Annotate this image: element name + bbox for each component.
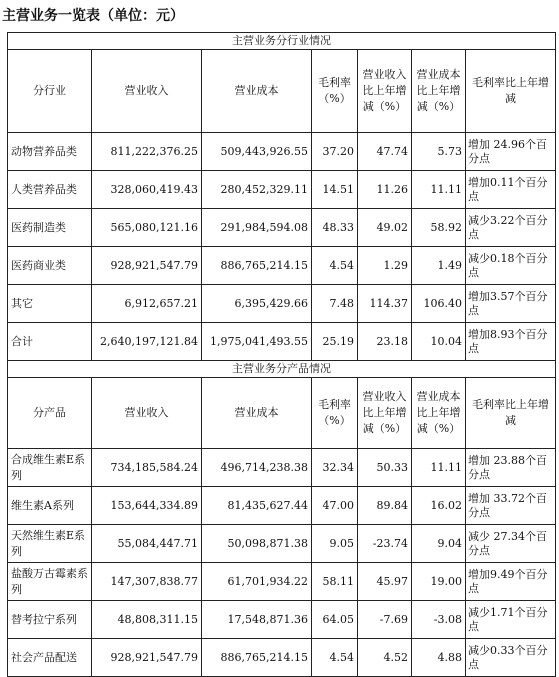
table-cell: 增加3.57个百分点 xyxy=(466,285,556,323)
table-cell: 61,701,934.22 xyxy=(202,563,312,601)
table-cell: 280,452,329.11 xyxy=(202,171,312,209)
table-cell: 10.04 xyxy=(412,323,466,361)
column-header: 营业收入比上年增减（%） xyxy=(358,378,412,449)
table-row xyxy=(8,449,556,487)
row-label: 其它 xyxy=(8,285,92,323)
table-cell: 11.11 xyxy=(412,449,466,487)
table-cell: 1.49 xyxy=(412,247,466,285)
table-cell: 16.02 xyxy=(412,487,466,525)
table-cell: 47.00 xyxy=(312,487,358,525)
table-cell: 89.84 xyxy=(358,487,412,525)
table-cell: 811,222,376.25 xyxy=(92,133,202,171)
table-cell: 5.73 xyxy=(412,133,466,171)
column-header: 营业成本 xyxy=(202,378,312,449)
table-cell: 6,395,429.66 xyxy=(202,285,312,323)
row-label: 合成维生素E系列 xyxy=(8,449,92,487)
table-cell: 4.54 xyxy=(312,639,358,677)
table-cell: 50,098,871.38 xyxy=(202,525,312,563)
table-cell: 减少 27.34个百分点 xyxy=(466,525,556,563)
table-cell: 886,765,214.15 xyxy=(202,639,312,677)
table-row xyxy=(8,525,556,563)
table-cell: 9.05 xyxy=(312,525,358,563)
table-cell: 23.18 xyxy=(358,323,412,361)
table-cell: 106.40 xyxy=(412,285,466,323)
table-cell: 147,307,838.77 xyxy=(92,563,202,601)
table-cell: 11.26 xyxy=(358,171,412,209)
table-cell: 减少0.18个百分点 xyxy=(466,247,556,285)
section-title: 主营业务分产品情况 xyxy=(8,361,556,378)
table-cell: 496,714,238.38 xyxy=(202,449,312,487)
table-cell: -3.08 xyxy=(412,601,466,639)
table-cell: 1.29 xyxy=(358,247,412,285)
table-cell: 减少3.22个百分点 xyxy=(466,209,556,247)
row-label: 社会产品配送 xyxy=(8,639,92,677)
table-cell: 减少0.33个百分点 xyxy=(466,639,556,677)
table-cell: 928,921,547.79 xyxy=(92,639,202,677)
table-cell: 2,640,197,121.84 xyxy=(92,323,202,361)
table-cell: 886,765,214.15 xyxy=(202,247,312,285)
table-cell: 565,080,121.16 xyxy=(92,209,202,247)
row-label: 维生素A系列 xyxy=(8,487,92,525)
table-row xyxy=(8,209,556,247)
table-cell: 32.34 xyxy=(312,449,358,487)
table-cell: -23.74 xyxy=(358,525,412,563)
table-cell: 49.02 xyxy=(358,209,412,247)
table-cell: 291,984,594.08 xyxy=(202,209,312,247)
table-cell: 81,435,627.44 xyxy=(202,487,312,525)
table-row xyxy=(8,285,556,323)
table-cell: 增加0.11个百分点 xyxy=(466,171,556,209)
table-row xyxy=(8,487,556,525)
table-cell: 37.20 xyxy=(312,133,358,171)
table-cell: 48.33 xyxy=(312,209,358,247)
table-cell: 509,443,926.55 xyxy=(202,133,312,171)
table-row xyxy=(8,133,556,171)
section-title-row xyxy=(8,33,556,50)
header-row xyxy=(8,378,556,449)
table-cell: 114.37 xyxy=(358,285,412,323)
table-cell: 58.92 xyxy=(412,209,466,247)
table-cell: 增加 33.72个百分点 xyxy=(466,487,556,525)
table-cell: 增加 24.96个百分点 xyxy=(466,133,556,171)
table-cell: -7.69 xyxy=(358,601,412,639)
column-header: 营业成本 xyxy=(202,50,312,133)
table-cell: 45.97 xyxy=(358,563,412,601)
page-title: 主营业务一览表（单位：元） xyxy=(2,8,184,24)
column-header: 营业收入 xyxy=(92,50,202,133)
column-header: 毛利率比上年增减 xyxy=(466,378,556,449)
column-header: 营业收入 xyxy=(92,378,202,449)
table-cell: 734,185,584.24 xyxy=(92,449,202,487)
column-header: 毛利率（%） xyxy=(312,50,358,133)
row-label: 人类营养品类 xyxy=(8,171,92,209)
table-cell: 4.54 xyxy=(312,247,358,285)
column-header: 毛利率比上年增减 xyxy=(466,50,556,133)
row-label: 医药商业类 xyxy=(8,247,92,285)
table-cell: 4.52 xyxy=(358,639,412,677)
table-cell: 减少1.71个百分点 xyxy=(466,601,556,639)
column-header: 分行业 xyxy=(8,50,92,133)
table-cell: 9.04 xyxy=(412,525,466,563)
section-title-row xyxy=(8,361,556,378)
table-cell: 增加9.49个百分点 xyxy=(466,563,556,601)
table-cell: 55,084,447.71 xyxy=(92,525,202,563)
row-label: 盐酸万古霉素系列 xyxy=(8,563,92,601)
table-cell: 6,912,657.21 xyxy=(92,285,202,323)
column-header: 营业收入比上年增减（%） xyxy=(358,50,412,133)
table-cell: 48,808,311.15 xyxy=(92,601,202,639)
table-row xyxy=(8,323,556,361)
table-row xyxy=(8,247,556,285)
table-cell: 25.19 xyxy=(312,323,358,361)
column-header: 分产品 xyxy=(8,378,92,449)
table-cell: 64.05 xyxy=(312,601,358,639)
table-row xyxy=(8,601,556,639)
main-business-table xyxy=(7,32,556,677)
table-cell: 19.00 xyxy=(412,563,466,601)
header-row xyxy=(8,50,556,133)
row-label: 动物营养品类 xyxy=(8,133,92,171)
table-cell: 153,644,334.89 xyxy=(92,487,202,525)
column-header: 营业成本比上年增减（%） xyxy=(412,50,466,133)
table-cell: 7.48 xyxy=(312,285,358,323)
column-header: 毛利率（%） xyxy=(312,378,358,449)
table-cell: 58.11 xyxy=(312,563,358,601)
table-cell: 1,975,041,493.55 xyxy=(202,323,312,361)
table-cell: 47.74 xyxy=(358,133,412,171)
table-row xyxy=(8,639,556,677)
table-cell: 50.33 xyxy=(358,449,412,487)
row-label: 替考拉宁系列 xyxy=(8,601,92,639)
section-title: 主营业务分行业情况 xyxy=(8,33,556,50)
row-label: 医药制造类 xyxy=(8,209,92,247)
table-cell: 928,921,547.79 xyxy=(92,247,202,285)
row-label: 合计 xyxy=(8,323,92,361)
table-cell: 328,060,419.43 xyxy=(92,171,202,209)
table-row xyxy=(8,171,556,209)
table-cell: 11.11 xyxy=(412,171,466,209)
table-cell: 增加 23.88个百分点 xyxy=(466,449,556,487)
table-cell: 17,548,871.36 xyxy=(202,601,312,639)
column-header: 营业成本比上年增减（%） xyxy=(412,378,466,449)
row-label: 天然维生素E系列 xyxy=(8,525,92,563)
table-row xyxy=(8,563,556,601)
table-cell: 4.88 xyxy=(412,639,466,677)
table-cell: 14.51 xyxy=(312,171,358,209)
table-cell: 增加8.93个百分点 xyxy=(466,323,556,361)
